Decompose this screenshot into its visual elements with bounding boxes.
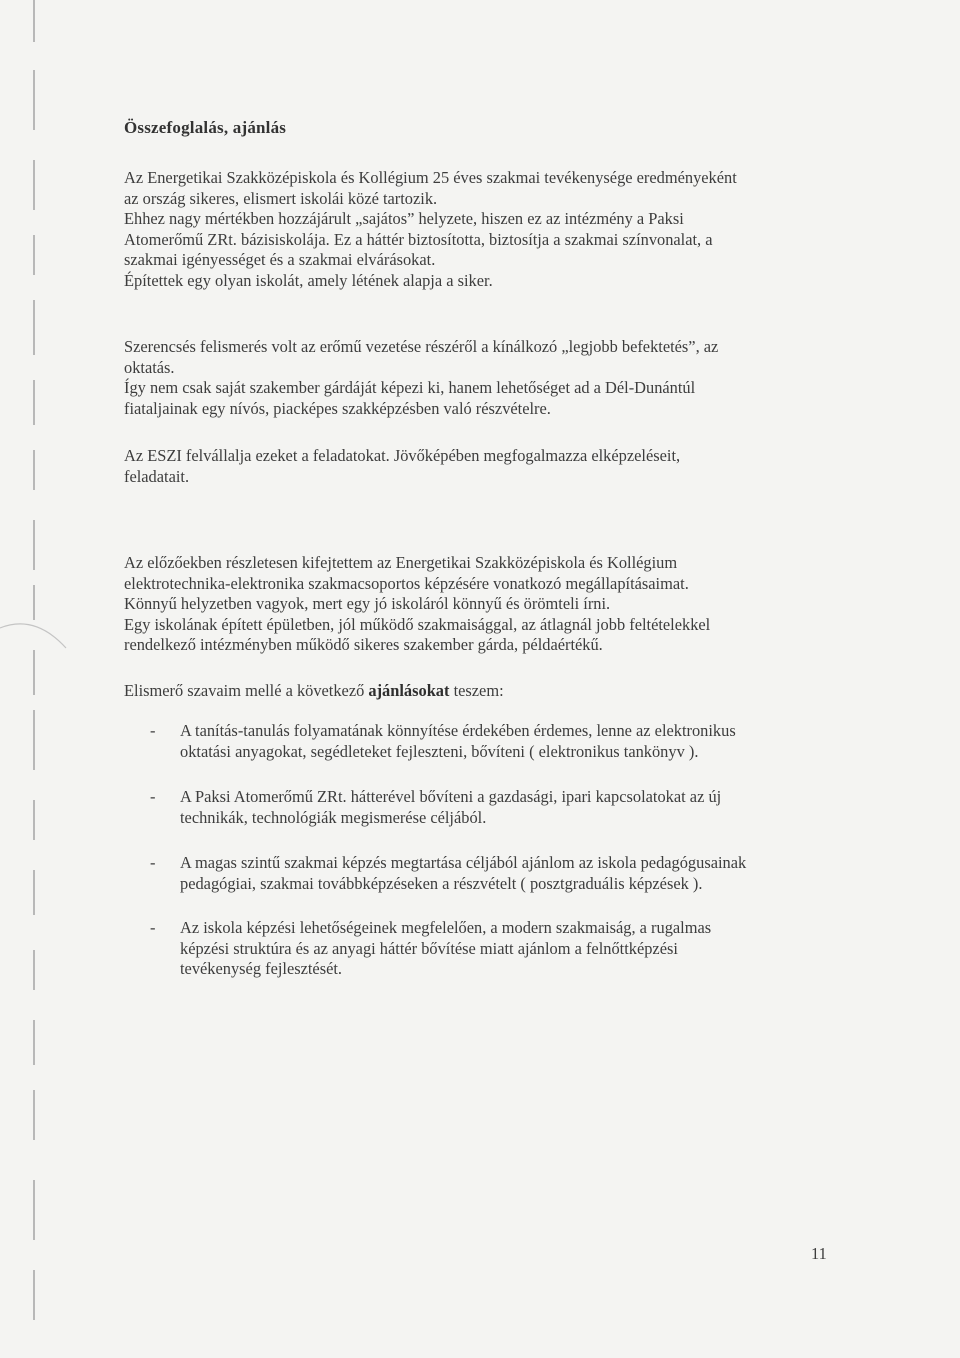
text-line: az ország sikeres, elismert iskolái közé tartozik. <box>124 188 438 208</box>
text-line: Az ESZI felvállalja ezeket a feladatokat. Jövőképében megfogalmazza elképzeléseit, <box>124 446 681 465</box>
text-line: Ehhez nagy mértékben hozzájárult „sajátos” helyzete, hiszen ez az intézmény a Paksi <box>124 209 684 228</box>
text-line: fiataljainak egy nívós, piacképes szakképzésben való részvételre. <box>124 398 551 418</box>
section-title: Összefoglalás, ajánlás <box>124 118 287 137</box>
paragraph-investment <box>124 337 824 419</box>
text-line: pedagógiai, szakmai továbbképzéseken a részvételt ( posztgraduális képzések ). <box>180 873 703 893</box>
text-line: Atomerőmű ZRt. bázisiskolája. Ez a háttér biztosította, biztosítja a szakmai színvonalat, a <box>124 229 713 249</box>
paragraph-intro <box>124 168 824 291</box>
text-line: Az iskola képzési lehetőségeinek megfelelően, a modern szakmaiság, a rugalmas <box>180 918 712 937</box>
text-line: Szerencsés felismerés volt az erőmű vezetése részéről a kínálkozó „legjobb befektetés”, az <box>124 337 719 356</box>
text-line: oktatás. <box>124 357 175 377</box>
bullet-dash: - <box>150 721 156 740</box>
margin-stain <box>0 600 80 660</box>
bullet-dash: - <box>150 853 156 872</box>
text-line: oktatási anyagokat, segédleteket fejleszteni, bővíteni ( elektronikus tankönyv ). <box>180 741 699 761</box>
text-line: szakmai igényességet és a szakmai elvárásokat. <box>124 250 436 269</box>
text-line: A Paksi Atomerőmű ZRt. hátterével bővíteni a gazdasági, ipari kapcsolatokat az új <box>180 787 722 806</box>
paragraph-eszi <box>124 446 824 487</box>
page-number: 11 <box>811 1244 827 1263</box>
text-line: Egy iskolának épített épületben, jól működő szakmaisággal, az átlagnál jobb feltételekkel <box>124 614 711 634</box>
text-line: feladatait. <box>124 466 190 486</box>
bullet-dash: - <box>150 787 156 806</box>
text-line: Építettek egy olyan iskolát, amely létének alapja a siker. <box>124 270 493 290</box>
text-line: A tanítás-tanulás folyamatának könnyítése érdekében érdemes, lenne az elektronikus <box>180 721 736 740</box>
text-line: Az Energetikai Szakközépiskola és Kollégium 25 éves szakmai tevékenysége eredményeként <box>124 168 737 187</box>
recommendation-intro: Elismerő szavaim mellé a következő ajánlásokat teszem: <box>124 681 504 700</box>
text-line: tevékenység fejlesztését. <box>180 959 343 978</box>
text-line: Az előzőekben részletesen kifejtettem az Energetikai Szakközépiskola és Kollégium <box>124 553 678 572</box>
text-line: Könnyű helyzetben vagyok, mert egy jó iskoláról könnyű és örömteli írni. <box>124 594 611 613</box>
text-line: A magas szintű szakmai képzés megtartása céljából ajánlom az iskola pedagógusainak <box>180 853 747 872</box>
text-line: rendelkező intézményben működő sikeres szakember gárda, példaértékű. <box>124 635 603 654</box>
paragraph-summary <box>124 553 824 656</box>
text-line: technikák, technológiák megismerése céljából. <box>180 807 487 827</box>
recommendation-keyword: ajánlásokat <box>368 681 450 700</box>
bullet-dash: - <box>150 918 156 937</box>
text-line: képzési struktúra és az anyagi háttér bővítése miatt ajánlom a felnőttképzési <box>180 938 678 958</box>
text-line: elektrotechnika-elektronika szakmacsoportos képzésére vonatkozó megállapításaimat. <box>124 573 689 593</box>
text-line: Így nem csak saját szakember gárdáját képezi ki, hanem lehetőséget ad a Dél-Dunántúl <box>124 378 696 397</box>
